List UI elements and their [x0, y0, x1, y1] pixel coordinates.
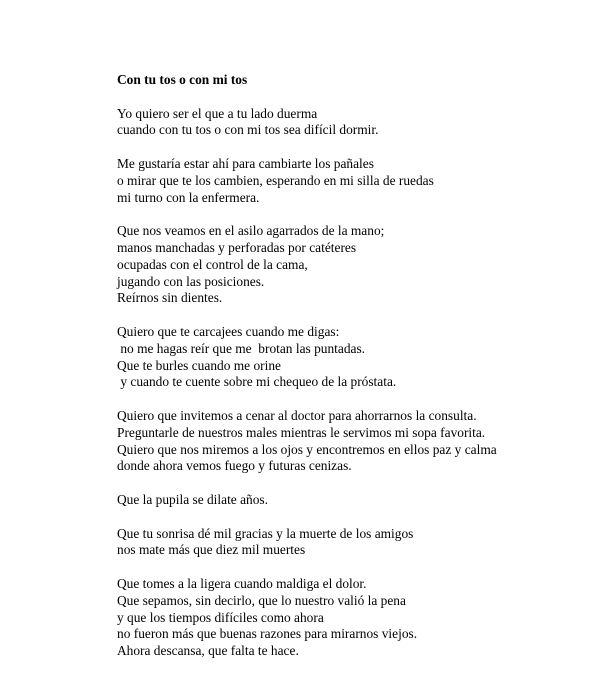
poem-line: y cuando te cuente sobre mi chequeo de la próstata. — [117, 374, 397, 390]
poem-line: Que nos veamos en el asilo agarrados de la mano; — [117, 223, 385, 239]
poem-line: no fueron más que buenas razones para mirarnos viejos. — [117, 626, 418, 642]
poem-line: Que tomes a la ligera cuando maldiga el dolor. — [117, 575, 367, 591]
poem-line: cuando con tu tos o con mi tos sea difícil dormir. — [117, 122, 379, 138]
poem-line: mi turno con la enfermera. — [117, 189, 260, 205]
stanza — [117, 408, 587, 475]
stanza — [117, 106, 587, 140]
poem-title: Con tu tos o con mi tos — [117, 72, 248, 87]
poem-line: no me hagas reír que me brotan las puntadas. — [117, 340, 366, 356]
stanza — [117, 223, 587, 307]
poem-line: Yo quiero ser el que a tu lado duerma — [117, 105, 318, 121]
poem — [117, 72, 587, 677]
poem-line: Que te burles cuando me orine — [117, 357, 281, 373]
stanza — [117, 526, 587, 560]
stanza — [117, 324, 587, 391]
poem-line: Que sepamos, sin decirlo, que lo nuestro valió la pena — [117, 592, 406, 608]
poem-line: donde ahora vemos fuego y futuras cenizas. — [117, 458, 352, 474]
poem-line: Que la pupila se dilate años. — [117, 491, 268, 507]
poem-line: Que tu sonrisa dé mil gracias y la muerte de los amigos — [117, 525, 414, 541]
stanza — [117, 156, 587, 206]
poem-line: manos manchadas y perforadas por catéteres — [117, 239, 357, 255]
poem-line: nos mate más que diez mil muertes — [117, 542, 306, 558]
poem-line: Quiero que nos miremos a los ojos y encontremos en ellos paz y calma — [117, 441, 497, 457]
poem-line: o mirar que te los cambien, esperando en mi silla de ruedas — [117, 172, 434, 188]
poem-line: Quiero que te carcajees cuando me digas: — [117, 323, 340, 339]
poem-line: Quiero que invitemos a cenar al doctor para ahorrarnos la consulta. — [117, 407, 477, 423]
stanza — [117, 576, 587, 660]
poem-line: Me gustaría estar ahí para cambiarte los pañales — [117, 155, 374, 171]
stanza — [117, 492, 587, 509]
poem-line: ocupadas con el control de la cama, — [117, 256, 308, 272]
poem-line: jugando con las posiciones. — [117, 273, 265, 289]
poem-line: Reírnos sin dientes. — [117, 290, 223, 306]
poem-line: Preguntarle de nuestros males mientras le servimos mi sopa favorita. — [117, 424, 486, 440]
poem-line: y que los tiempos difíciles como ahora — [117, 609, 324, 625]
poem-line: Ahora descansa, que falta te hace. — [117, 643, 299, 659]
